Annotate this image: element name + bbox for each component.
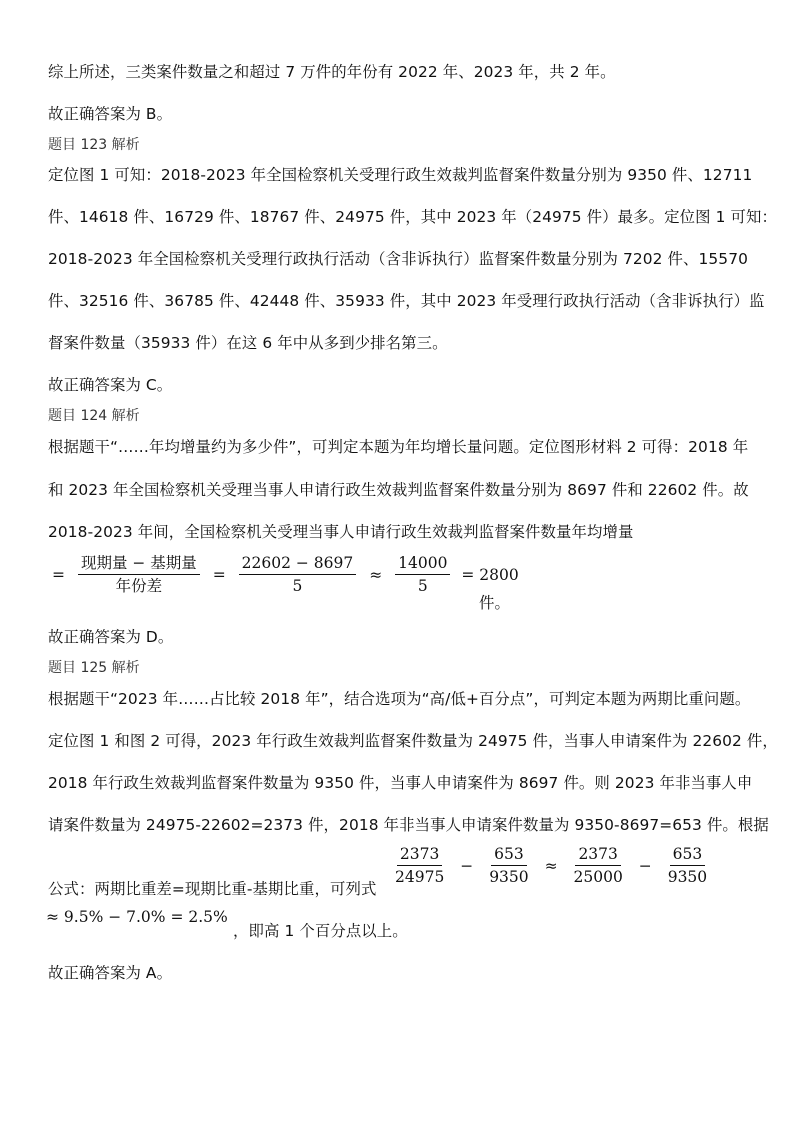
minus-sign: − [460, 856, 474, 875]
q123-line-1: 定位图 1 可知：2018-2023 年全国检察机关受理行政生效裁判监督案件数量分别为 9350 件、12711 [48, 166, 753, 184]
fraction-denominator: 9350 [667, 868, 708, 886]
fraction-2018-rounded [665, 845, 710, 886]
q123-line-4: 件、32516 件、36785 件、42448 件、35933 件，其中 2023 年受理行政执行活动（含非诉执行）监 [48, 292, 765, 310]
formula-annual-increment [46, 554, 525, 595]
fraction-numerator: 653 [491, 845, 527, 866]
q123-line-2: 件、14618 件、16729 件、18767 件、24975 件，其中 2023 年（24975 件）最多。定位图 1 可知： [48, 208, 777, 226]
fraction-denominator: 5 [417, 577, 428, 595]
fraction-definition [78, 554, 200, 595]
fraction-numerator: 2373 [397, 845, 442, 866]
equals-sign: = [212, 565, 226, 584]
q125-conclusion: ，即高 1 个百分点以上。 [233, 922, 408, 940]
approx-sign: ≈ [369, 565, 383, 584]
fraction-denominator: 5 [292, 577, 303, 595]
heading-q125: 题目 125 解析 [48, 660, 140, 676]
q125-line-2: 定位图 1 和图 2 可得，2023 年行政生效裁判监督案件数量为 24975 件，当事人申请案件为 22602 件， [48, 732, 778, 750]
q124-line-2: 和 2023 年全国检察机关受理当事人申请行政生效裁判监督案件数量分别为 8697 件和 22602 件。故 [48, 481, 749, 499]
formula-result: = 2800 [461, 565, 519, 584]
q125-line-5: 公式：两期比重差=现期比重-基期比重，可列式 [48, 880, 377, 898]
unit-suffix: 件。 [479, 594, 510, 612]
formula-text: ≈ 9.5% − 7.0% = 2.5% [46, 908, 228, 926]
answer-123: 故正确答案为 C。 [48, 376, 173, 394]
q123-line-5: 督案件数量（35933 件）在这 6 年中从多到少排名第三。 [48, 334, 448, 352]
answer-124: 故正确答案为 D。 [48, 628, 174, 646]
heading-q123: 题目 123 解析 [48, 137, 140, 153]
fraction-denominator: 年份差 [115, 577, 163, 595]
q124-line-1: 根据题干“……年均增量约为多少件”，可判定本题为年均增长量问题。定位图形材料 2 可得：2018 年 [48, 438, 749, 456]
fraction-denominator: 9350 [489, 868, 529, 886]
fraction-numerator: 22602 − 8697 [239, 554, 357, 575]
q125-line-4: 请案件数量为 24975-22602=2373 件，2018 年非当事人申请案件数量为 9350-8697=653 件。根据 [48, 816, 769, 834]
fraction-values [239, 554, 357, 595]
q123-line-3: 2018-2023 年全国检察机关受理行政执行活动（含非诉执行）监督案件数量分别为 7202 件、15570 [48, 250, 748, 268]
formula-proportion-difference [390, 845, 712, 886]
fraction-numerator: 现期量 − 基期量 [78, 554, 200, 575]
fraction-numerator: 2373 [575, 845, 620, 866]
answer-125: 故正确答案为 A。 [48, 964, 173, 982]
formula-percent-result [46, 908, 228, 926]
fraction-2018-share [486, 845, 531, 886]
answer-122: 故正确答案为 B。 [48, 105, 173, 123]
heading-q124: 题目 124 解析 [48, 408, 140, 424]
fraction-denominator: 24975 [395, 868, 445, 886]
q125-line-1: 根据题干“2023 年……占比较 2018 年”，结合选项为“高/低+百分点”，可判定本题为两期比重问题。 [48, 690, 751, 708]
equals-sign: = [52, 565, 65, 584]
fraction-2023-rounded [571, 845, 626, 886]
fraction-denominator: 25000 [573, 868, 623, 886]
q124-line-3: 2018-2023 年间，全国检察机关受理当事人申请行政生效裁判监督案件数量年均增量 [48, 523, 634, 541]
fraction-numerator: 14000 [395, 554, 450, 575]
q125-line-3: 2018 年行政生效裁判监督案件数量为 9350 件，当事人申请案件为 8697 件。则 2023 年非当事人申 [48, 774, 753, 792]
fraction-numerator: 653 [670, 845, 706, 866]
fraction-2023-share [392, 845, 447, 886]
minus-sign: − [638, 856, 652, 875]
approx-sign: ≈ [544, 856, 558, 875]
conclusion-line: 综上所述，三类案件数量之和超过 7 万件的年份有 2022 年、2023 年，共 2 年。 [48, 63, 616, 81]
fraction-rounded [395, 554, 450, 595]
